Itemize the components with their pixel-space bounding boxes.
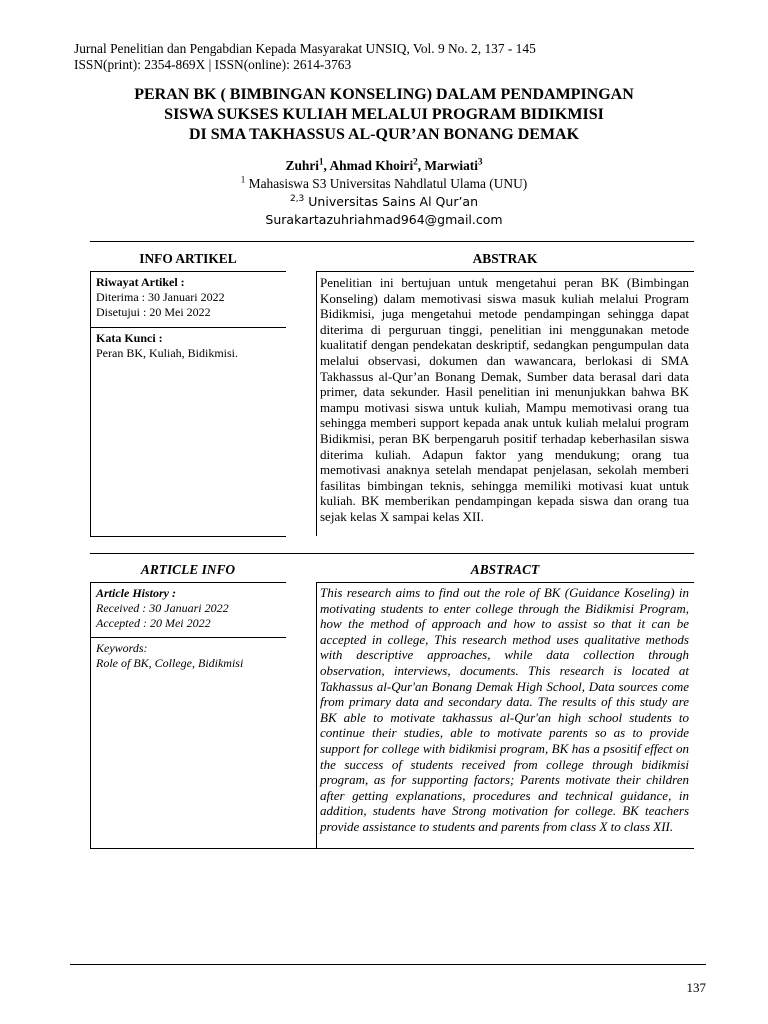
english-bottom-rule	[90, 848, 694, 849]
received-date: Received : 30 Januari 2022	[96, 601, 229, 615]
english-abstract-left-border	[316, 583, 317, 848]
author-1-sup: 1	[319, 156, 324, 167]
article-info-left-border	[90, 583, 91, 848]
author-3-sup: 3	[477, 156, 483, 167]
diterima-date: Diterima : 30 Januari 2022	[96, 290, 225, 304]
paper-title	[60, 85, 708, 145]
keywords-label: Keywords:	[96, 641, 148, 655]
riwayat-label: Riwayat Artikel :	[96, 275, 185, 289]
footer-rule	[70, 964, 706, 965]
affiliation-2-sup: 2,3	[289, 193, 305, 204]
article-info-heading: ARTICLE INFO	[140, 562, 236, 577]
abstrak-text: Penelitian ini bertujuan untuk mengetahui peran BK (Bimbingan Konseling) dalam memotivasi siswa masuk kuliah melalui Program Bidikmisi, juga mengetahui metode pendampingan sehingga dapat diterima di perguruan tinggi, penelitian ini menggunakan metode kualitatif dengan pendekatan deskriptif, sedangkan pengumpulan data melalui observasi, dokumen dan wawancara, berlokasi di SMA Takhassus al-Qur’an Bonang Demak, Sumber data berasal dari data primer, data sekunder. Hasil penelitian ini menunjukkan bahwa BK mampu motivasi siswa untuk kuliah, Mampu memotivasi orang tua sehingga memberi support kepada anak untuk kuliah melalui program Bidikmisi, peran BK berpengaruh positif terhadap keberhasilan siswa diterima kuliah. Adapun faktor yang mendukung; orang tua memotivasi anaknya setelah mendapat penjelasan, sekolah memberi fasilitas bimbingan teknis, sehingga memiliki motivasi kuat untuk kuliah. BK memberikan pendampingan kepada siswa dan orang tua sejak kelas X sampai kelas XII.	[320, 275, 689, 524]
english-top-rule	[90, 553, 694, 554]
abstrak-rule	[316, 271, 694, 272]
info-artikel-rule	[90, 271, 286, 272]
abstract-left-border	[316, 272, 317, 536]
affiliation-2	[60, 193, 708, 211]
author-1: Zuhri	[285, 158, 320, 173]
article-info-divider	[91, 637, 286, 638]
info-bottom-rule	[90, 536, 286, 537]
kata-kunci-label: Kata Kunci :	[96, 331, 163, 345]
kata-kunci-block	[96, 331, 284, 361]
info-left-border	[90, 272, 91, 536]
affiliation-1-text: Mahasiswa S3 Universitas Nahdlatul Ulama (UNU)	[248, 176, 528, 191]
info-artikel-heading: INFO ARTIKEL	[139, 251, 237, 266]
keywords-block	[96, 641, 284, 671]
affiliation-2-text: Universitas Sains Al Qur’an	[308, 194, 479, 209]
article-history-label: Article History :	[96, 586, 176, 600]
article-history-block	[96, 586, 284, 631]
abstrak-heading: ABSTRAK	[472, 251, 538, 266]
title-line-1: PERAN BK ( BIMBINGAN KONSELING) DALAM PENDAMPINGAN	[134, 86, 634, 103]
affiliation-1-sup: 1	[240, 174, 246, 185]
journal-citation: Jurnal Penelitian dan Pengabdian Kepada Masyarakat UNSIQ, Vol. 9 No. 2, 137 - 145	[74, 41, 536, 56]
journal-header	[74, 41, 536, 73]
article-info-rule	[90, 582, 286, 583]
author-3: Marwiati	[424, 158, 478, 173]
kata-kunci-text: Peran BK, Kuliah, Bidikmisi.	[96, 346, 238, 360]
riwayat-artikel-block	[96, 275, 284, 320]
abstract-rule	[316, 582, 694, 583]
english-abstract-text: This research aims to find out the role of BK (Guidance Koseling) in motivating students to enter college through the Bidikmisi Program, how the method of approach and how to assist so that it can be accepted in college, This research method uses qualitative methods with descriptive approaches, while data collection through observation, interviews, documents. This research is located at Takhassus al-Qur'an Bonang Demak High School, Data sources come from primary data and secondary data. The results of this study are BK able to motivate takhassus al-Qur'an high school students to continue their studies, able to motivate parents so as to provide support for college with bidikmisi program, BK has a psositif effect on the success of students received from college through bidikmisi program, as for supporting factors; Parents motivate their children after getting explanations, procedures and technical guidance, in addition, students have Strong motivation for college. BK teachers provide assistance to students and parents from class X to class XII.	[320, 585, 689, 834]
keywords-text: Role of BK, College, Bidikmisi	[96, 656, 244, 670]
accepted-date: Accepted : 20 Mei 2022	[96, 616, 211, 630]
title-line-2: SISWA SUKSES KULIAH MELALUI PROGRAM BIDIKMISI	[164, 106, 604, 123]
title-line-3: DI SMA TAKHASSUS AL-QUR’AN BONANG DEMAK	[188, 126, 580, 143]
page-number: 137	[686, 980, 706, 995]
section-top-rule	[90, 241, 694, 242]
author-email: Surakartazuhriahmad964@gmail.com	[265, 212, 503, 227]
issn-line: ISSN(print): 2354-869X | ISSN(online): 2614-3763	[74, 57, 352, 72]
info-divider	[91, 327, 286, 328]
author-names: Zuhri$^1$, Ahmad Khoiri$^2$, Marwiati$^3$	[285, 156, 483, 173]
author-2: Ahmad Khoiri	[329, 158, 414, 173]
affiliation-1	[60, 175, 708, 193]
author-block	[60, 157, 708, 229]
disetujui-date: Disetujui : 20 Mei 2022	[96, 305, 211, 319]
abstract-heading: ABSTRACT	[470, 562, 540, 577]
author-2-sup: 2	[413, 156, 418, 167]
